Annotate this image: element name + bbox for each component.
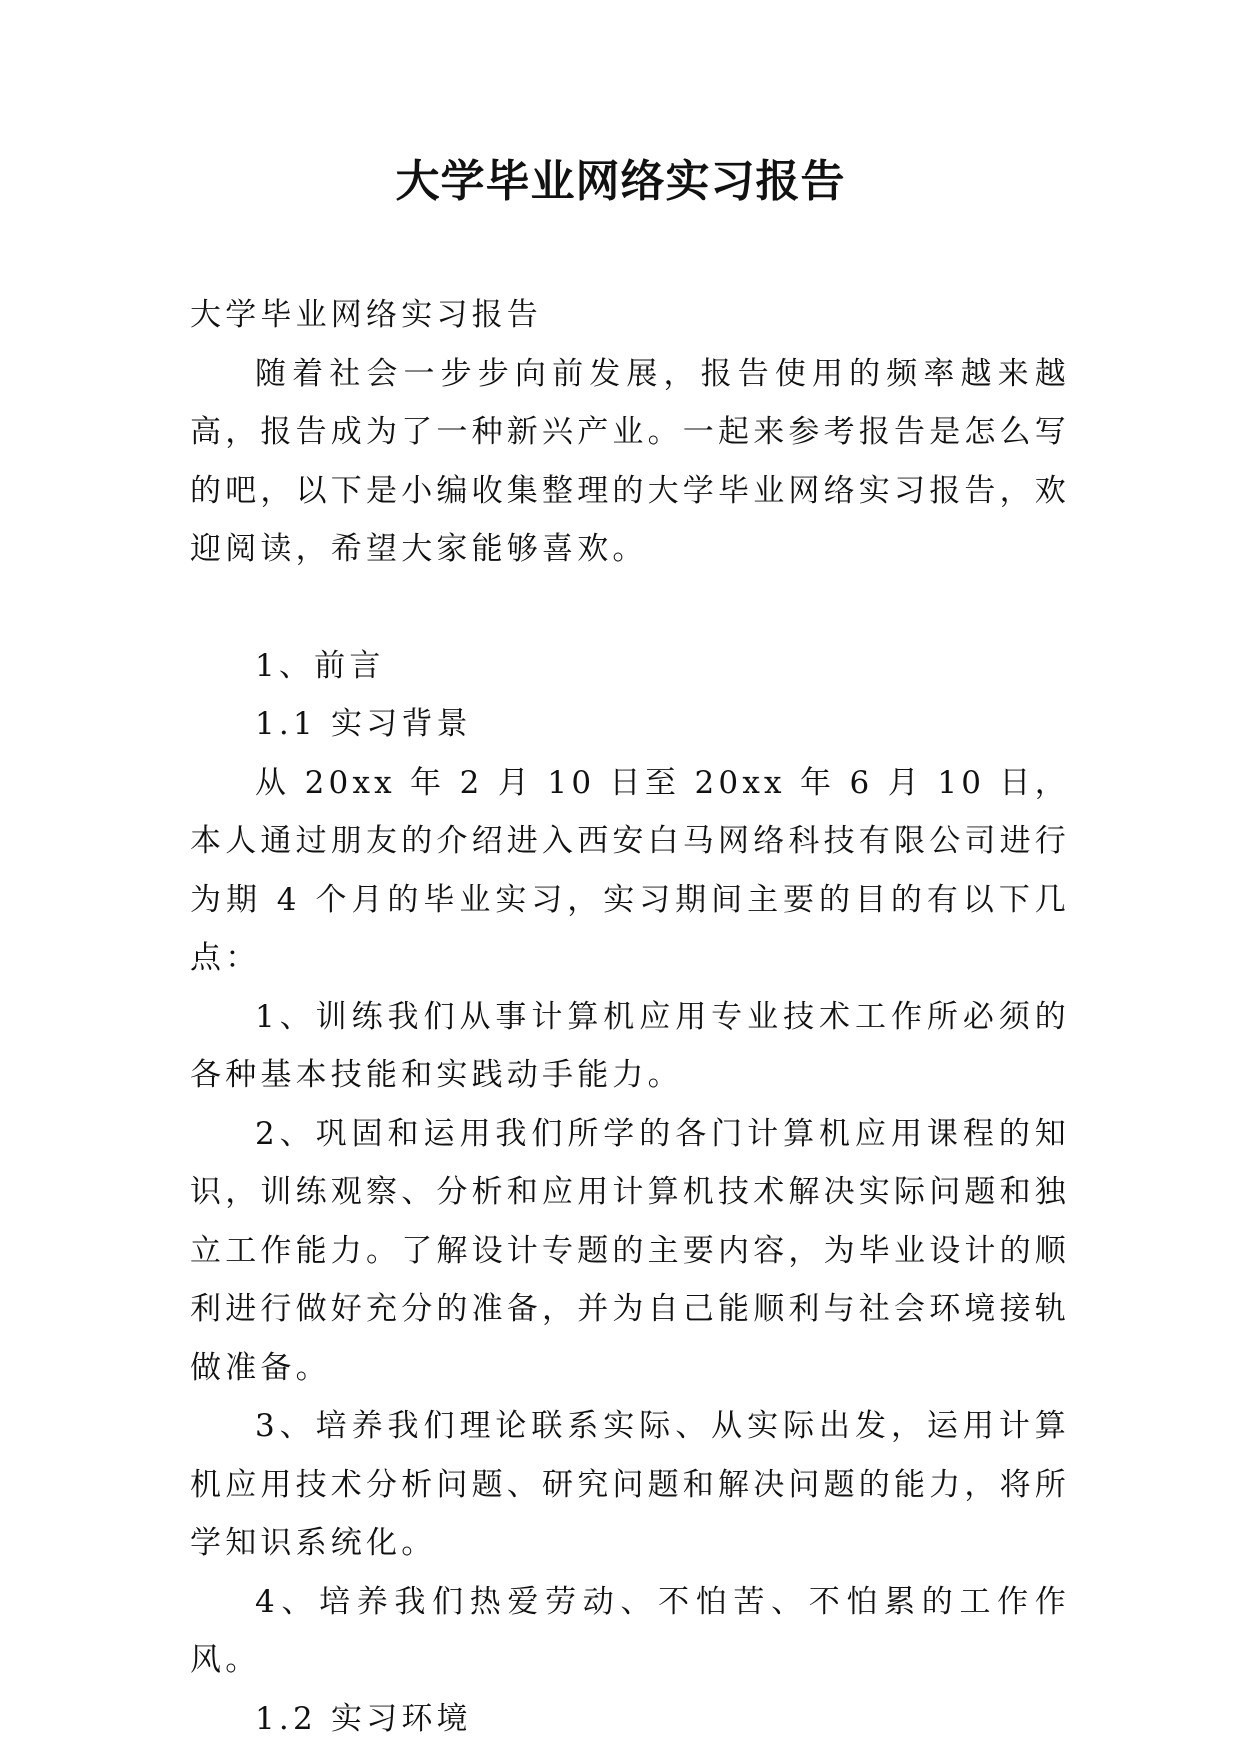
intro-paragraph: 随着社会一步步向前发展，报告使用的频率越来越高，报告成为了一种新兴产业。一起来参考报告是怎么写的吧，以下是小编收集整理的大学毕业网络实习报告，欢迎阅读，希望大家能够喜欢。 xyxy=(190,355,1070,567)
document-title: 大学毕业网络实习报告 xyxy=(395,156,846,207)
background-paragraph: 从 20xx 年 2 月 10 日至 20xx 年 6 月 10 日，本人通过朋友的介绍进入西安白马网络科技有限公司进行为期 4 个月的毕业实习，实习期间主要的目的有以下几点： xyxy=(190,764,1070,976)
section-heading-preface: 1、前言 xyxy=(255,647,385,684)
goal-item-4: 4、培养我们热爱劳动、不怕苦、不怕累的工作作风。 xyxy=(190,1583,1070,1678)
paragraph-spacer xyxy=(190,579,1070,637)
goal-item-1: 1、训练我们从事计算机应用专业技术工作所必须的各种基本技能和实践动手能力。 xyxy=(190,998,1070,1093)
subsection-heading-environment: 1.2 实习环境 xyxy=(255,1700,472,1737)
goal-item-2: 2、巩固和运用我们所学的各门计算机应用课程的知识，训练观察、分析和应用计算机技术解决实际问题和独立工作能力。了解设计专题的主要内容，为毕业设计的顺利进行做好充分的准备，并为自己能顺利与社会环境接轨做准备。 xyxy=(190,1115,1070,1386)
document-subtitle: 大学毕业网络实习报告 xyxy=(190,297,542,333)
document-body xyxy=(190,286,1070,1748)
goal-item-3: 3、培养我们理论联系实际、从实际出发，运用计算机应用技术分析问题、研究问题和解决问题的能力，将所学知识系统化。 xyxy=(190,1408,1070,1561)
subsection-heading-background: 1.1 实习背景 xyxy=(255,706,472,742)
